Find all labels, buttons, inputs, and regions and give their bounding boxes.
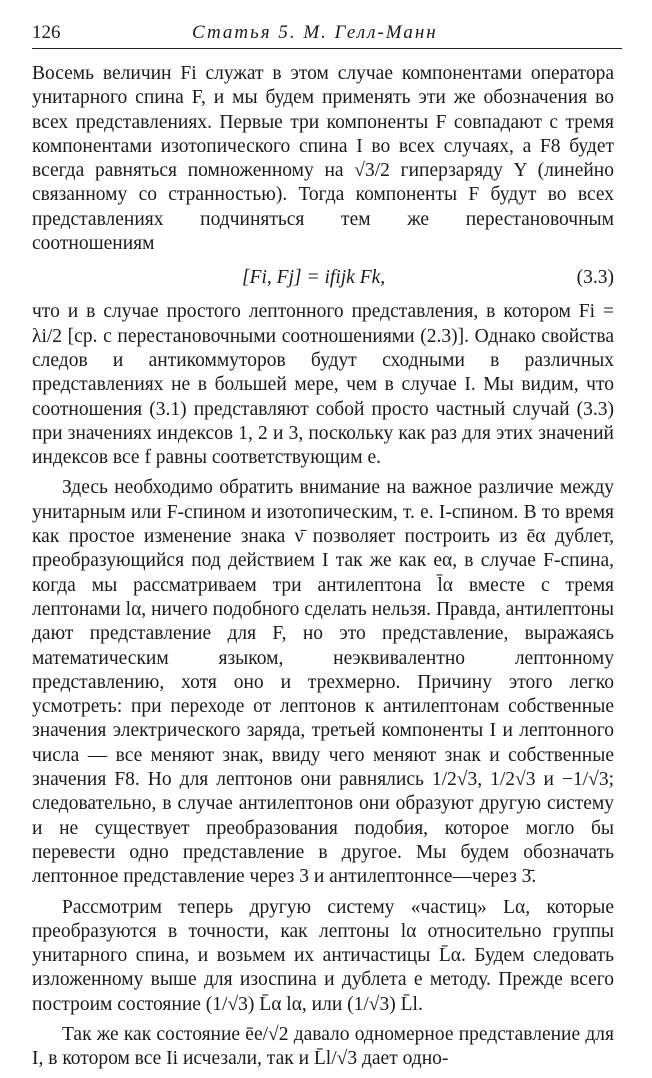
equation-number: (3.3)	[576, 267, 614, 289]
equation-formula: [Fi, Fj] = ifijk Fk,	[242, 267, 386, 289]
page-header	[32, 20, 622, 49]
paragraph-3: Здесь необходимо обратить внимание на важное различие между унитарным или F-спином и изотопическим, т. е. I-спином. В то время как простое изменение знака ν̄ позволяет построить из ēα дублет, преобразующийся под действием I так же как eα, в случае F-спина, когда мы рассматриваем три антилептона l̄α вместе с тремя лептонами lα, ничего подобного сделать нельзя. Правда, антилептоны дают представление для F, но это представление, выражаясь математическим языком, неэквивалентно лептонному представлению, хотя оно и трехмерно. Причину этого легко усмотреть: при переходе от лептонов к антилептонам собственные значения электрического заряда, третьей компоненты I и лептонного числа — все меняют знак, ввиду чего меняют знак и собственные значения F8. Но для лептонов они равнялись 1/2√3, 1/2√3 и −1/√3; следовательно, в случае антилептонов они образуют другую систему и не существует преобразования подобия, которое могло бы перевести одно представление в другое. Мы будем обозначать лептонное представление через 3 и антилептоннсе—через 3̄.	[32, 477, 614, 888]
page-number: 126	[32, 22, 61, 43]
running-head: Статья 5. М. Гелл-Манн	[192, 22, 438, 43]
paragraph-5: Так же как состояние ēe/√2 давало одномерное представление для I, в котором все Ii исчезали, так и L̄l/√3 дает одно-	[32, 1023, 614, 1070]
paragraph-1: Восемь величин Fi служат в этом случае компонентами оператора унитарного спина F, и мы будем применять эти же обозначения во всех представлениях. Первые три компоненты F совпадают с тремя компонентами изотопического спина I во всех случаях, а F8 будет всегда равняться помноженному на √3/2 гиперзаряду Y (линейно связанному со странностью). Тогда компоненты F будут во всех представлениях подчиняться тем же перестановочным соотношениям	[32, 63, 614, 255]
paragraph-2: что и в случае простого лептонного представления, в котором Fi = λi/2 [ср. с перестановочными соотношениями (2.3)]. Однако свойства следов и антикоммуторов будут сходными в различных представлениях не в большей мере, чем в случае I. Мы видим, что соотношения (3.1) представляют собой просто частный случай (3.3) при значениях индексов 1, 2 и 3, поскольку как раз для этих значений индексов все f равны соответствующим e.	[32, 301, 614, 469]
page-body	[32, 62, 614, 1078]
equation-3-3	[32, 262, 614, 296]
paragraph-4: Рассмотрим теперь другую систему «частиц» Lα, которые преобразуются в точности, как лептоны lα относительно группы унитарного спина, и возьмем их античастицы L̄α. Будем следовать изложенному выше для изоспина и дублета e методу. Прежде всего построим состояние (1/√3) L̄α lα, или (1/√3) L̄l.	[32, 896, 614, 1015]
